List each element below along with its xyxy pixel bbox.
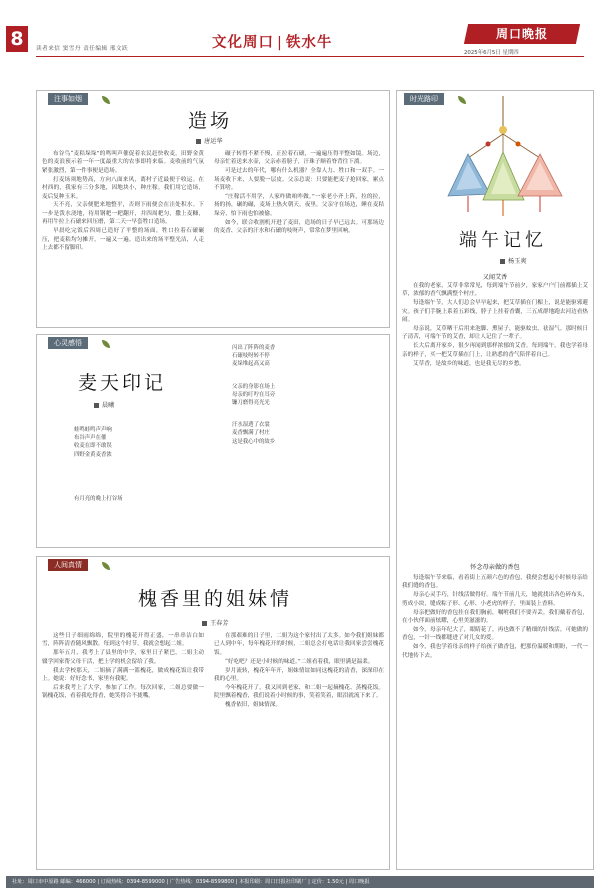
paragraph: 碾子转得不紧不慢，正拉着石磙，一遍遍压得平整如镜。场边，母亲忙着送来水壶，父亲赤着膀子，汗珠子顺着脊背往下淌。 [214, 151, 384, 166]
poem-line: 麦垛堆起高又高 [232, 361, 270, 368]
paragraph: 后来我考上了大学，参加了工作。每次回家，二姐总要做一锅槐花饭，看着我吃得香，她笑得合不拢嘴。 [42, 684, 204, 700]
section-badge-zaochang: 注事如烟 [48, 93, 88, 105]
header-rule [36, 56, 584, 57]
poem-line: 石磙吱呀转不停 [232, 353, 270, 360]
article-title-huaixiang: 槐香里的姐妹情 [137, 588, 292, 610]
byline-marker-icon [202, 621, 207, 626]
paragraph: 岁月流转，槐花年年开，姐妹情谊如同这槐花的清香，深深印在我的心里。 [214, 667, 384, 683]
poem-line: 蛙鸣蛙鸣声声响 [74, 427, 112, 433]
paragraph: 母亲把做好的香包挂在我们胸前，嘱咐我们不要弄丢。我们戴着香包，在小伙伴面前炫耀，心里美滋滋的。 [402, 609, 588, 625]
footer-bar: 社址：周口市中原路 邮编：466000 | 订阅热线：0394-8599000 | 广告热线：0394-8599800 | 本报印刷：周口日报社印刷厂 | 定价：1.50元 | 周口晚报 [6, 876, 594, 888]
article-huaixiang-col1 [42, 632, 204, 866]
poem-line: 母亲的叮咛在耳旁 [232, 391, 276, 398]
poem-line: 有月亮的晚上打谷场 [74, 495, 123, 502]
paragraph: 长大后离开家乡，很少再闻到那样浓郁的艾香。每到端午，我也学着母亲的样子，买一把艾草插在门上，让熟悉的香气陪伴着自己。 [402, 343, 588, 358]
poem-left [74, 426, 123, 503]
byline-marker-icon [196, 139, 201, 144]
section-title-b: 铁水牛 [285, 35, 333, 51]
subheading-aixiang: 又闻艾香 [482, 274, 508, 281]
poem-line: 布谷声声在催 [74, 435, 107, 442]
paragraph: 布谷鸟“麦秸垛垛”的鸣叫声催促着农民赶快收麦，田野金黄色的麦浪预示着一年一度最重大的农事即将来临。麦收前的气氛紧张激烈，第一件事便是造场。 [42, 151, 204, 174]
paragraph: 打麦场须地势高，方向八面来风，离村子近最便于收运。在村西的，我家有三分多地，因地块小，种庄稼。我们用它造场，麦后复种玉米。 [42, 176, 204, 200]
article-title-duanwu: 端午记忆 [459, 230, 547, 251]
poem-line: 父亲的身影在场上 [232, 383, 276, 390]
issue-date: 2025年6月5日 星期四 [464, 50, 519, 56]
paragraph: 在那艰难的日子里，二姐为这个家付出了太多。如今我们姐妹都已人到中年，每年槐花开的时候，二姐总会打电话让我回家尝尝槐花饭。 [214, 633, 384, 656]
paragraph: 我去学校那天，二姐摘了满满一篮槐花，做成槐花饭让我带上。她说：好好念书，家里有我呢。 [42, 667, 204, 683]
article-duanwu-part2 [402, 574, 588, 866]
paragraph: “好吃吧？还是小时候的味道。”二姐看着我，眼里满是温柔。 [225, 658, 374, 665]
paragraph: 今年槐花开了，我又回到老家，和二姐一起摘槐花、蒸槐花饭。院里飘着槐香，我们说着小时候的事，笑着笑着，眼泪就流下来了。 [214, 684, 384, 700]
article-zaochang-col2 [214, 150, 384, 325]
paragraph: 如今，联合收割机开进了麦田，造场的日子早已远去。可那场边的麦香、父亲的汗水和石磙的吱呀声，常常在梦里回响。 [214, 219, 384, 235]
poem-line: 闪出了阵阵的麦香 [232, 345, 276, 351]
paragraph: 每逢端午节，大人们总会早早起来，把艾草插在门楣上，说是能驱邪避灾。孩子们手腕上系着五彩线，脖子上挂着香囊，三五成群地跑去河边看热闹。 [402, 300, 588, 324]
paragraph: 在我的老家，艾草非常常见，每到端午节前夕，家家户户门前都插上艾草，浓郁的香气飘满整个村庄。 [402, 283, 588, 298]
section-badge-duanwu: 时光路印 [404, 93, 444, 105]
paragraph: 母亲心灵手巧，针线活做得好。端午节前几天，她就找出各色碎布头，剪成小块，缝成粽子形、心形、小老虎的样子，里面装上香料。 [402, 592, 588, 607]
section-title-separator: | [277, 35, 283, 51]
paragraph: 母亲说，艾草晒干后用来泡脚、熏屋子，能驱蚊虫、祛湿气。那时候日子清苦，可端午节的艾香，却让人记住了一辈子。 [402, 326, 588, 341]
article-title-zaochang: 造场 [187, 110, 232, 132]
paragraph: 早晨吃完饭后四周已造好了平整的场面，牲口拉着石磙碾压，把麦秸均匀摊开，一遍又一遍。造出来的场平整光洁，人走上去都不留脚印。 [42, 228, 204, 251]
poem-line: 汗水湿透了衣裳 [232, 422, 270, 429]
page-number: 8 [6, 26, 28, 52]
paragraph: 可是过去的年代，哪有什么机器？全靠人力、牲口和一双手。一场麦收下来，人要脱一层皮。父亲总说：只要能把麦子抢回家，累点不算啥。 [214, 168, 384, 192]
author-duanwu: 杨玉爽 [508, 258, 527, 265]
poem-line: 收麦在即不敢误 [74, 443, 112, 450]
poem-line: 四野金黄麦香浓 [74, 451, 112, 458]
poem-right [232, 344, 275, 446]
paragraph: 天不亮，父亲便肥来地整平，否则下雨便会在洼处积水。下一步是泼水浇地，待用钢耙一耙翻开，并四周耙匀，撒上麦糠，再用牛拉上石磙来回压磨，第二天一早套牲口造场。 [42, 202, 204, 226]
paragraph: 这些日子细雨绵绵，院里的槐花开得正盛，一串串洁白如雪，阵阵清香随风飘散。每到这个时节，我就会想起二姐。 [42, 633, 204, 648]
byline-zaochang [196, 136, 223, 145]
author-maitian: 晨曦 [102, 402, 115, 409]
zongzi-sachet-illustration [428, 96, 578, 218]
paragraph: 每逢端午节来临，看着街上五颜六色的香包，我便会想起小时候母亲给我们缝的香包。 [402, 575, 588, 590]
byline-maitian [94, 400, 114, 409]
section-title [212, 31, 332, 52]
paragraph: 如今，我也学着母亲的样子给孩子做香包，把那份温暖和期盼，一代一代地传下去。 [402, 644, 588, 659]
author-huaixiang: 王春芳 [210, 620, 229, 627]
poem-line: 这是我心中的故乡 [232, 438, 276, 445]
subheading-xiangbao: 怀念母亲做的香包 [470, 564, 520, 571]
byline-huaixiang [202, 618, 229, 627]
author-zaochang: 唐运华 [204, 138, 223, 145]
newspaper-logo [464, 24, 580, 44]
section-title-a: 文化周口 [212, 35, 274, 51]
section-badge-maitian: 心灵感悟 [48, 337, 88, 349]
paragraph: 那年五月，我考上了县里的中学，家里日子紧巴，二姐主动辍学回家帮父母干活，把上学的机会留给了我。 [42, 650, 204, 665]
section-badge-huaixiang: 人间真情 [48, 559, 88, 571]
byline-duanwu [500, 256, 527, 265]
paragraph: 槐香依旧，姐妹情深。 [225, 702, 281, 709]
byline-marker-icon [94, 403, 99, 408]
paragraph: “庄稼活不用学，人家咋做咱咋做。”一家老小齐上阵，拉的拉，扬的扬，碾的碾，麦场上热火朝天。夜里，父亲守在场边，睡在麦秸垛旁，怕下雨也怕被偷。 [214, 194, 384, 217]
poem-line: 麦香飘满了村庄 [232, 430, 270, 437]
article-duanwu-part1 [402, 282, 588, 558]
article-zaochang-col1 [42, 150, 204, 325]
newspaper-logo-text: 周口晚报 [495, 27, 548, 41]
article-huaixiang-col2 [214, 632, 384, 866]
paragraph: 如今，母亲年纪大了，眼睛花了，再也做不了精细的针线活。可她做的香包，一针一线都缝进了对儿女的爱。 [402, 626, 588, 642]
byline-marker-icon [500, 259, 505, 264]
poem-line: 镰刀磨得亮光光 [232, 400, 270, 407]
editor-credits: 读者来信 窦雪丹 责任编辑 邢文跃 [36, 46, 129, 52]
article-title-maitian: 麦天印记 [77, 372, 166, 394]
paragraph: 艾草香，是故乡的味道，也是我无尽的乡愁。 [413, 360, 525, 367]
